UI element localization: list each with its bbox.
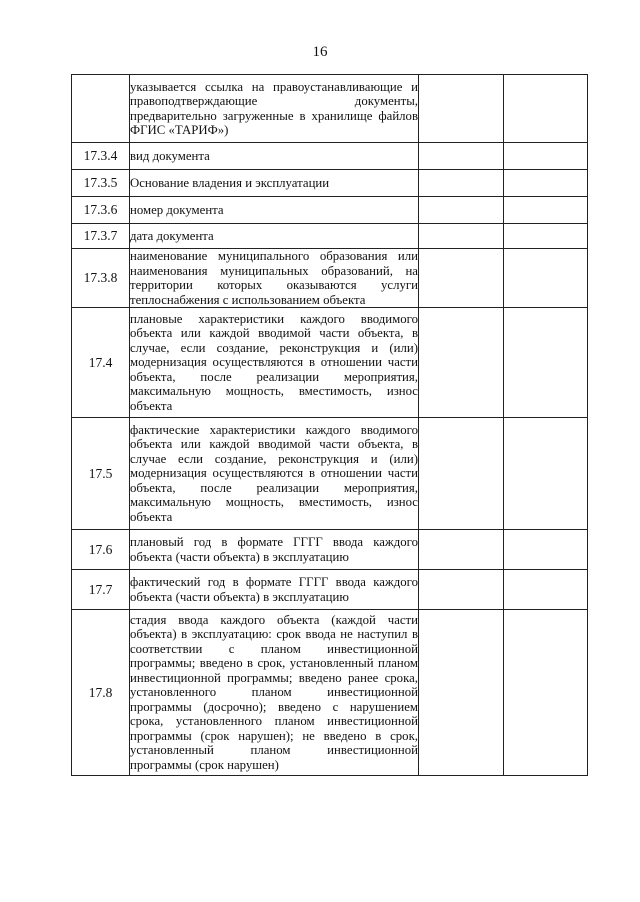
table-row [72, 75, 588, 143]
row-description-cell [130, 308, 419, 418]
description-line: вид документа [130, 148, 210, 163]
table-row [72, 249, 588, 308]
row-description-cell [130, 570, 419, 610]
row-description-cell [130, 418, 419, 530]
empty-cell [419, 530, 504, 570]
row-number-cell: 17.3.6 [72, 197, 130, 224]
description-line: наименования муниципальных образований, на [130, 263, 418, 278]
empty-cell [419, 75, 504, 143]
row-number-cell: 17.8 [72, 610, 130, 776]
empty-cell [419, 143, 504, 170]
empty-cell [504, 418, 588, 530]
empty-cell [504, 570, 588, 610]
table-row [72, 224, 588, 249]
description-line: объекта (части объекта) в эксплуатацию [130, 549, 349, 564]
row-number-cell: 17.3.4 [72, 143, 130, 170]
table-row [72, 530, 588, 570]
table-row [72, 170, 588, 197]
table-row [72, 570, 588, 610]
description-line: объекта (части объекта) в эксплуатацию [130, 589, 349, 604]
table-row [72, 197, 588, 224]
description-line: номер документа [130, 202, 224, 217]
description-line: указывается ссылка на правоустанавливающие и [130, 79, 418, 94]
description-line: фактический год в формате ГГГГ ввода каждого [130, 575, 418, 589]
description-line: объекта или каждой вводимой части объекта, в [130, 326, 418, 341]
table-row [72, 418, 588, 530]
description-line: объекта, после реализации мероприятия, [130, 480, 418, 495]
row-description-cell [130, 224, 419, 249]
description-line: плановый год в формате ГГГГ ввода каждого [130, 535, 418, 549]
row-description-cell [130, 143, 419, 170]
description-line: инвестиционной программы; введено ранее срока, [130, 670, 418, 685]
row-number-cell: 17.7 [72, 570, 130, 610]
description-line: программы (срок нарушен) [130, 757, 279, 772]
empty-cell [504, 197, 588, 224]
empty-cell [504, 170, 588, 197]
empty-cell [504, 530, 588, 570]
row-number-cell: 17.6 [72, 530, 130, 570]
empty-cell [504, 224, 588, 249]
row-number-cell: 17.3.5 [72, 170, 130, 197]
row-number-cell: 17.3.8 [72, 249, 130, 308]
row-description-cell [130, 75, 419, 143]
description-line: программы; введено в срок, установленный планом [130, 656, 418, 671]
table-row [72, 143, 588, 170]
description-line: случае, если создание, реконструкция и (или) [130, 340, 418, 355]
description-line: фактические характеристики каждого вводимого [130, 422, 418, 437]
row-number-cell [72, 75, 130, 143]
description-line: наименование муниципального образования или [130, 249, 418, 263]
empty-cell [419, 170, 504, 197]
table-row [72, 610, 588, 776]
empty-cell [419, 570, 504, 610]
empty-cell [504, 143, 588, 170]
description-line: правоподтверждающие документы, [130, 94, 418, 108]
description-line: объекта [130, 509, 173, 524]
empty-cell [504, 75, 588, 143]
description-line: стадия ввода каждого объекта (каждой части [130, 612, 418, 627]
row-number-cell: 17.5 [72, 418, 130, 530]
description-line: Основание владения и эксплуатации [130, 175, 330, 190]
description-line: объекта) в эксплуатацию: срок ввода не наступил в [130, 627, 418, 642]
description-line: срока, установленного планом инвестиционной [130, 714, 418, 729]
table-row [72, 308, 588, 418]
description-line: объекта [130, 398, 173, 413]
description-line: программы (досрочно); введено с нарушением [130, 699, 418, 714]
empty-cell [419, 249, 504, 308]
description-line: предварительно загруженные в хранилище файлов [130, 108, 418, 123]
row-description-cell [130, 170, 419, 197]
description-line: соответствии с планом инвестиционной [130, 641, 418, 656]
row-description-cell [130, 197, 419, 224]
description-line: территории которых оказываются услуги [130, 278, 418, 292]
empty-cell [419, 418, 504, 530]
empty-cell [419, 308, 504, 418]
description-line: объекта или каждой вводимой части объекта, в [130, 437, 418, 452]
requirements-table [71, 74, 588, 776]
description-line: максимальную мощность, вместимость, износ [130, 384, 418, 399]
description-line: ФГИС «ТАРИФ») [130, 123, 229, 137]
row-number-cell: 17.4 [72, 308, 130, 418]
empty-cell [419, 610, 504, 776]
description-line: установленного планом инвестиционной [130, 685, 418, 700]
description-line: дата документа [130, 228, 214, 243]
page-number: 16 [312, 44, 328, 60]
description-line: случае если создание, реконструкция и (или) [130, 451, 418, 466]
row-number-cell: 17.3.7 [72, 224, 130, 249]
description-line: модернизация осуществляются в отношении части [130, 466, 418, 481]
description-line: установленный планом инвестиционной [130, 743, 418, 758]
description-line: программы (срок нарушен); не введено в срок, [130, 728, 418, 743]
empty-cell [419, 197, 504, 224]
empty-cell [504, 249, 588, 308]
empty-cell [419, 224, 504, 249]
empty-cell [504, 308, 588, 418]
description-line: объекта, после реализации мероприятия, [130, 369, 418, 384]
description-line: плановые характеристики каждого вводимого [130, 311, 418, 326]
row-description-cell [130, 530, 419, 570]
row-description-cell [130, 249, 419, 308]
description-line: теплоснабжения с использованием объекта [130, 292, 366, 307]
row-description-cell [130, 610, 419, 776]
description-line: модернизация осуществляются в отношении части [130, 355, 418, 370]
empty-cell [504, 610, 588, 776]
description-line: максимальную мощность, вместимость, износ [130, 495, 418, 510]
